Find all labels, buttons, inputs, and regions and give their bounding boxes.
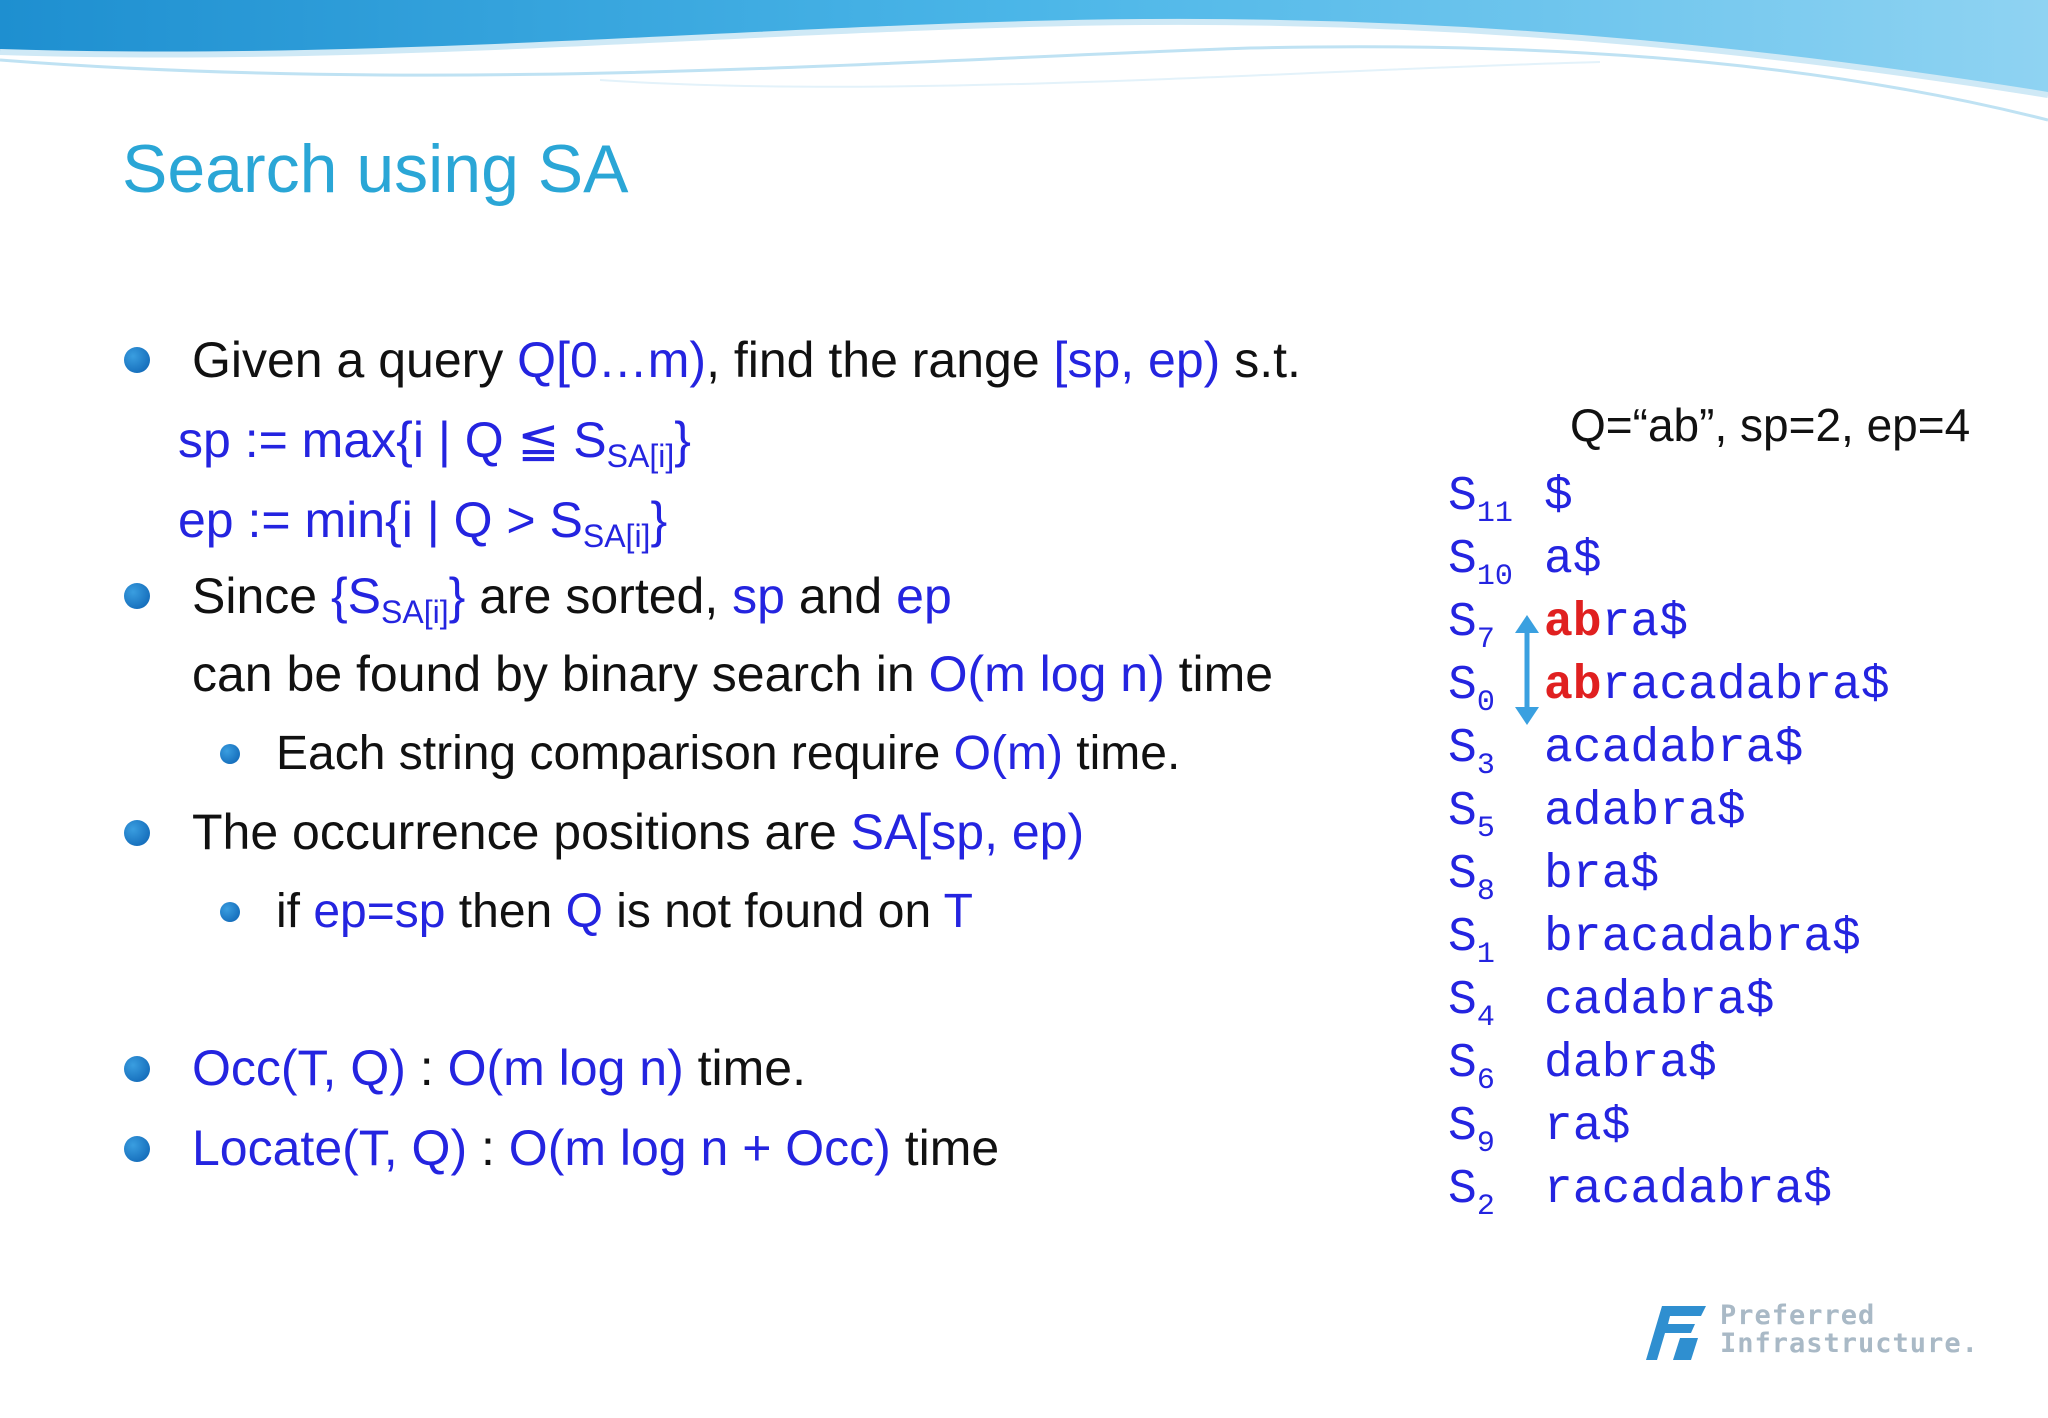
suffix-index-number: 0 [1476,686,1495,720]
suffix-text [1544,659,1890,713]
suffix-rest: bracadabra$ [1544,911,1861,965]
bullet-dot [124,820,150,846]
logo-line2: Infrastructure. [1720,1328,1979,1359]
suffix-rest: $ [1544,470,1573,524]
suffix-text [1544,974,1774,1028]
suffix-index-number: 11 [1476,497,1513,531]
complexity-expr: O(m log n) [447,1040,684,1096]
ep-def-sub: SA[i] [582,518,651,554]
suffix-text [1544,533,1602,587]
set-open: {S [330,568,382,624]
suffix-row [1448,1163,1968,1223]
complexity-expr: O(m log n) [928,646,1165,702]
text: time. [1062,727,1181,780]
suffix-text [1544,911,1861,965]
suffix-rest: dabra$ [1544,1037,1717,1091]
suffix-index-number: 2 [1476,1190,1495,1224]
suffix-row [1448,974,1968,1034]
suffix-rest: bra$ [1544,848,1660,902]
text: is not found on [602,885,944,938]
set-sub: SA[i] [381,594,449,630]
suffix-index [1448,785,1495,846]
bullet-dot [124,583,150,609]
suffix-text [1544,848,1659,902]
suffix-s: S [1448,1100,1477,1154]
suffix-match: ab [1544,596,1602,650]
sp-definition [178,410,691,474]
suffix-index [1448,722,1495,783]
suffix-s: S [1448,911,1477,965]
text: s.t. [1220,332,1301,388]
suffix-index-number: 8 [1476,875,1495,909]
set-close: } [448,568,466,624]
suffix-index-number: 3 [1476,749,1495,783]
sub-bullet-dot [220,744,240,764]
suffix-s: S [1448,596,1477,650]
suffix-index-number: 10 [1476,560,1513,594]
bullet-given-query [192,330,1301,390]
text: The occurrence positions are [192,804,851,860]
header-wave [0,0,2048,150]
text: Given a query [192,332,518,388]
condition-expr: ep=sp [313,885,446,938]
sub-bullet-not-found [276,882,973,942]
company-logo [1640,1300,1979,1370]
suffix-rest: cadabra$ [1544,974,1775,1028]
text: are sorted, [465,568,733,624]
t-term: T [943,885,973,938]
suffix-index [1448,659,1495,720]
suffix-row [1448,659,1968,719]
binary-search-line [192,644,1273,704]
locate-func: Locate(T, Q) [192,1120,468,1176]
bullet-occurrence-positions [192,802,1084,862]
suffix-s: S [1448,848,1477,902]
suffix-row [1448,722,1968,782]
suffix-index [1448,974,1495,1035]
range-expr: [sp, ep) [1053,332,1221,388]
suffix-index [1448,1163,1495,1224]
text: can be found by binary search in [192,646,929,702]
sp-term: sp [732,568,785,624]
text: : [405,1040,448,1096]
suffix-row [1448,911,1968,971]
logo-line1: Preferred [1720,1300,1876,1331]
suffix-row [1448,596,1968,656]
suffix-s: S [1448,1163,1477,1217]
bullet-dot [124,1056,150,1082]
suffix-rest: racadabra$ [1601,659,1890,713]
sp-def-text: sp := max{i | Q ≦ S [178,412,607,468]
suffix-text [1544,722,1803,776]
bullet-locate [192,1118,999,1178]
set-expr [330,568,466,630]
suffix-row [1448,1100,1968,1160]
suffix-s: S [1448,1037,1477,1091]
suffix-rest: ra$ [1601,596,1689,650]
suffix-index [1448,1037,1495,1098]
suffix-index [1448,911,1495,972]
suffix-text [1544,596,1688,650]
suffix-index [1448,533,1513,594]
suffix-text [1544,470,1573,524]
q-term: Q [565,885,603,938]
pfi-logo-icon [1640,1300,1710,1366]
slide-title: Search using SA [122,131,629,207]
text: Each string comparison require [276,727,954,780]
suffix-s: S [1448,785,1477,839]
suffix-index-number: 5 [1476,812,1495,846]
text: time [1164,646,1274,702]
bullet-dot [124,347,150,373]
suffix-rest: acadabra$ [1544,722,1804,776]
text: , find the range [706,332,1054,388]
suffix-row [1448,470,1968,530]
ep-def-close: } [650,492,668,548]
sp-def-sub: SA[i] [606,438,675,474]
bullet-dot [124,1136,150,1162]
suffix-index-number: 7 [1476,623,1495,657]
text: time. [683,1040,806,1096]
occ-func: Occ(T, Q) [192,1040,406,1096]
query-label: Q=“ab”, sp=2, ep=4 [1570,399,1971,451]
logo-text [1720,1302,1979,1358]
text: time [890,1120,1000,1176]
text: if [276,885,314,938]
suffix-s: S [1448,470,1477,524]
bullet-since-sorted [192,566,952,630]
sa-range-expr: SA[sp, ep) [850,804,1085,860]
suffix-row [1448,533,1968,593]
suffix-index-number: 4 [1476,1001,1495,1035]
suffix-rest: a$ [1544,533,1602,587]
suffix-rest: ra$ [1544,1100,1631,1154]
suffix-row [1448,848,1968,908]
complexity-expr: O(m) [953,727,1063,780]
suffix-s: S [1448,974,1477,1028]
suffix-index [1448,470,1513,531]
sub-bullet-dot [220,902,240,922]
text: then [445,885,566,938]
suffix-text [1544,1163,1832,1217]
ep-definition [178,490,668,554]
suffix-match: ab [1544,659,1602,713]
suffix-s: S [1448,722,1477,776]
suffix-s: S [1448,533,1477,587]
suffix-rest: racadabra$ [1544,1163,1833,1217]
suffix-index [1448,1100,1495,1161]
suffix-rest: adabra$ [1544,785,1746,839]
suffix-index [1448,848,1495,909]
suffix-index [1448,596,1495,657]
query-expr: Q[0…m) [517,332,707,388]
text: and [784,568,897,624]
suffix-text [1544,785,1746,839]
sp-def-close: } [674,412,691,468]
text: Since [192,568,331,624]
suffix-text [1544,1100,1630,1154]
text: : [467,1120,509,1176]
suffix-index-number: 1 [1476,938,1495,972]
ep-term: ep [896,568,952,624]
sub-bullet-comparison [276,724,1180,784]
suffix-text [1544,1037,1717,1091]
suffix-row [1448,1037,1968,1097]
suffix-row [1448,785,1968,845]
suffix-s: S [1448,659,1477,713]
ep-def-text: ep := min{i | Q > S [178,492,583,548]
suffix-index-number: 9 [1476,1127,1495,1161]
complexity-expr: O(m log n + Occ) [508,1120,891,1176]
suffix-index-number: 6 [1476,1064,1495,1098]
bullet-occ [192,1038,806,1098]
